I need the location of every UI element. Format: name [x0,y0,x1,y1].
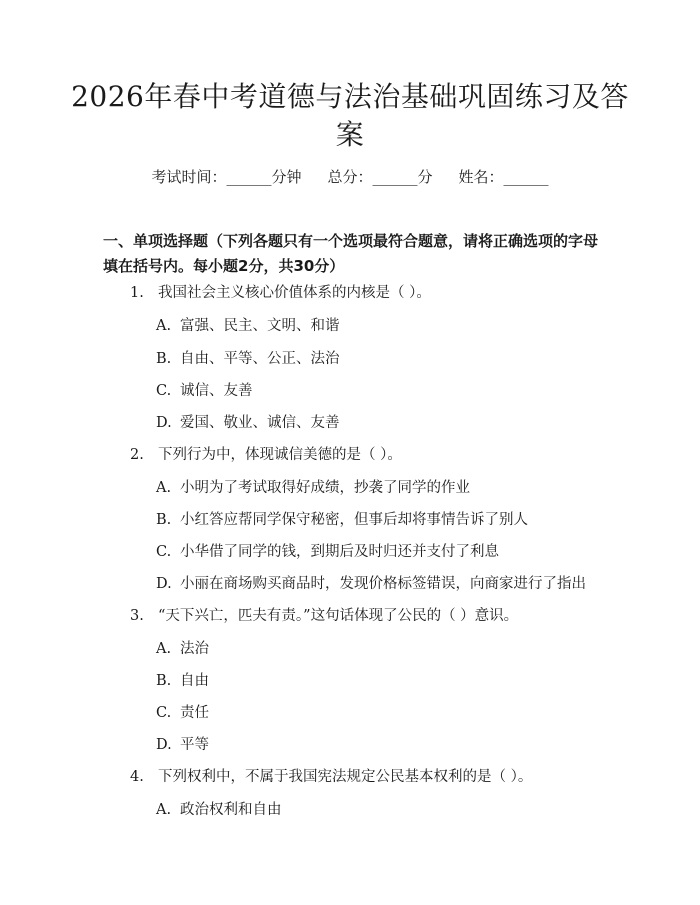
question-text: “天下兴亡，匹夫有责。”这句话体现了公民的（ ）意识。 [158,608,519,624]
option-item [156,734,209,756]
option-text: 小华借了同学的钱，到期后及时归还并支付了利息 [180,544,499,560]
question-text: 下列行为中，体现诚信美德的是（ ）。 [158,447,402,463]
page-title: 2026年春中考道德与法治基础巩固练习及答案 [71,80,629,151]
option-letter: B. [156,512,172,528]
option-letter: A. [156,802,172,818]
option-text: 责任 [180,705,209,721]
question-number: 3. [130,608,144,624]
question-number: 2. [130,447,144,463]
question-number: 1. [130,285,144,301]
option-text: 诚信、友善 [180,383,253,399]
option-letter: C. [156,544,172,560]
option-letter: A. [156,480,172,496]
option-item [156,638,209,660]
option-text: 小丽在商场购买商品时，发现价格标签错误，向商家进行了指出 [180,576,586,592]
total-score-field: 总分：______分 [327,168,433,186]
question-item [130,766,532,788]
option-letter: D. [156,737,172,753]
student-name-field: 姓名：______ [458,168,549,186]
option-item [156,477,470,499]
option-item [156,509,528,531]
question-text: 我国社会主义核心价值体系的内核是（ ）。 [158,285,431,301]
option-letter: C. [156,383,172,399]
option-item [156,670,209,692]
option-item [156,573,586,595]
option-item [156,412,340,434]
option-text: 政治权利和自由 [180,802,282,818]
option-letter: B. [156,673,172,689]
option-text: 法治 [180,641,209,657]
option-letter: C. [156,705,172,721]
option-text: 平等 [180,737,209,753]
option-text: 富强、民主、文明、和谐 [180,318,340,334]
option-item [156,799,282,821]
option-item [156,380,253,402]
option-item [156,541,499,563]
option-text: 爱国、敬业、诚信、友善 [180,415,340,431]
exam-time-field: 考试时间：______分钟 [151,168,302,186]
question-item [130,444,402,466]
question-number: 4. [130,769,144,785]
option-item [156,702,209,724]
question-item [130,282,431,304]
option-letter: A. [156,641,172,657]
question-item [130,605,518,627]
question-text: 下列权利中，不属于我国宪法规定公民基本权利的是（ ）。 [158,769,533,785]
option-letter: D. [156,415,172,431]
option-text: 自由 [180,673,209,689]
option-item [156,348,340,370]
option-letter: B. [156,351,172,367]
option-item [156,315,340,337]
option-text: 小红答应帮同学保守秘密，但事后却将事情告诉了别人 [180,512,528,528]
option-letter: A. [156,318,172,334]
option-text: 小明为了考试取得好成绩，抄袭了同学的作业 [180,480,470,496]
section-heading: 一、单项选择题（下列各题只有一个选项最符合题意，请将正确选项的字母填在括号内。每小题2分，共30分） [103,232,599,275]
option-letter: D. [156,576,172,592]
option-text: 自由、平等、公正、法治 [180,351,340,367]
